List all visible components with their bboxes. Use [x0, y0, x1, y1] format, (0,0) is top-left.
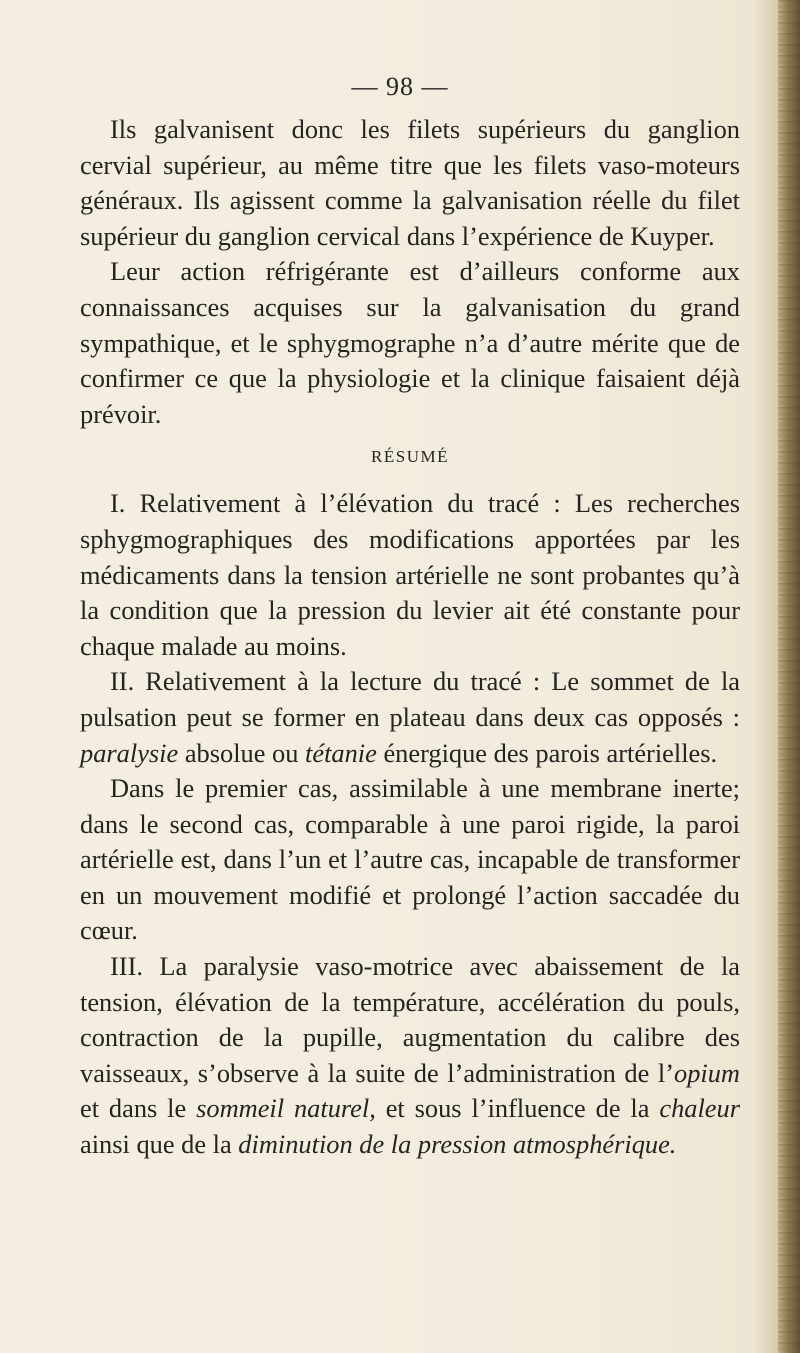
paragraph-5: Dans le premier cas, assimilable à une membrane inerte; dans le second cas, comparable à une paroi rigide, la paroi artérielle est, dans l’un et l’autre cas, incapable de transformer en un mouvement modifié et prolongé l’action saccadée du cœur.	[80, 773, 740, 946]
paragraph-6-text-4: ainsi que de la	[80, 1129, 239, 1160]
paragraph-6	[80, 949, 740, 1163]
paragraph-2: Leur action réfrigérante est d’ailleurs conforme aux connaissances acquises sur la galvanisation du grand sympathique, et le sphygmographe n’a d’autre mérite que de confirmer ce que la physiologie et la clinique faisaient déjà prévoir.	[80, 256, 740, 429]
paragraph-3: I. Relativement à l’élévation du tracé : Les recherches sphygmographiques des modifications apportées par les médicaments dans la tension artérielle ne sont probantes qu’à la condition que la pression du levier ait été constante pour chaque malade au moins.	[80, 488, 740, 661]
paragraph-4-emphasis-2: tétanie	[305, 737, 377, 768]
paragraph-4	[80, 664, 740, 771]
paragraph-6-text-3: et sous l’influence de la	[375, 1093, 660, 1124]
paragraph-6-emphasis-4: diminution de la pression atmosphérique.	[238, 1129, 677, 1160]
paragraph-4-text-3: énergique des parois artérielles.	[376, 737, 718, 768]
body-text	[80, 112, 740, 1163]
paragraph-6-emphasis-1: opium	[674, 1057, 740, 1088]
paragraph-6-emphasis-2: sommeil naturel,	[196, 1093, 376, 1124]
paragraph-4-text-2: absolue ou	[178, 737, 306, 768]
paragraph-6-text-2: et dans le	[80, 1093, 197, 1124]
paragraph-1: Ils galvanisent donc les filets supérieurs du ganglion cervial supérieur, au même titre que les filets vaso-moteurs généraux. Ils agissent comme la galvanisation réelle du filet supérieur du ganglion cervical dans l’expérience de Kuyper.	[80, 114, 740, 251]
paragraph-6-text-1: III. La paralysie vaso-motrice avec abaissement de la tension, élévation de la température, accélération du pouls, contraction de la pupille, augmentation du calibre des vaisseaux, s’observe à la suite de l’administration de l’	[80, 951, 740, 1088]
paragraph-6-emphasis-3: chaleur	[659, 1093, 740, 1124]
section-heading: RÉSUMÉ	[371, 447, 449, 467]
page-number: — 98 —	[351, 72, 449, 101]
paragraph-4-emphasis-1: paralysie	[80, 737, 179, 768]
paragraph-4-text-1: II. Relativement à la lecture du tracé : Le sommet de la pulsation peut se former en plateau dans deux cas opposés :	[80, 666, 740, 732]
page-edge	[778, 0, 800, 1353]
